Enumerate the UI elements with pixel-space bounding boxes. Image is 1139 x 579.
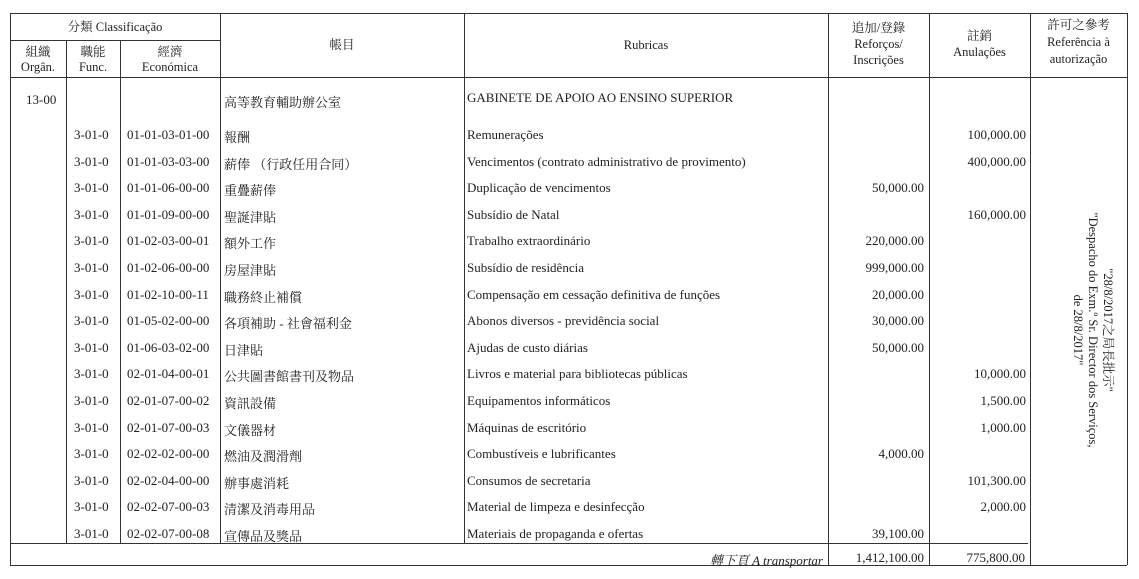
row-item-zh: 薪俸 （行政任用合同） [224, 157, 358, 172]
header-economic-pt: Económica [141, 60, 199, 74]
header-anulacao-zh: 註銷 [966, 29, 992, 43]
header-bottom-border [10, 77, 1127, 78]
header-functional-pt: Func. [78, 60, 108, 74]
row-rubric-pt: Combustíveis e lubrificantes [467, 446, 616, 461]
row-anulacao: 100,000.00 [967, 127, 1026, 142]
header-anulacao-pt: Anulações [953, 45, 1006, 59]
row-economic-code: 01-01-03-01-00 [127, 127, 210, 142]
header-economic-zh: 經濟 [157, 45, 183, 59]
row-reforco: 20,000.00 [872, 287, 924, 302]
row-rubric-pt: Material de limpeza e desinfecção [467, 499, 645, 514]
row-functional-code: 3-01-0 [74, 526, 109, 541]
row-functional-code: 3-01-0 [74, 180, 109, 195]
row-reforco: 39,100.00 [872, 526, 924, 541]
right-border [1127, 13, 1128, 565]
row-economic-code: 02-02-04-00-00 [127, 473, 210, 488]
row-economic-code: 02-02-07-00-08 [127, 526, 210, 541]
header-item: 帳目 [329, 38, 355, 52]
row-functional-code: 3-01-0 [74, 287, 109, 302]
row-economic-code: 02-01-07-00-03 [127, 420, 210, 435]
row-functional-code: 3-01-0 [74, 393, 109, 408]
classification-underline [10, 40, 220, 41]
header-authorization-zh: 許可之參考 [1047, 18, 1110, 32]
row-item-zh: 公共圖書館書刊及物品 [224, 369, 355, 384]
row-anulacao: 101,300.00 [967, 473, 1026, 488]
row-item-zh: 聖誕津貼 [224, 210, 277, 225]
row-item-zh: 辦事處消耗 [224, 476, 290, 491]
row-functional-code: 3-01-0 [74, 340, 109, 355]
row-economic-code: 01-01-06-00-00 [127, 180, 210, 195]
row-rubric-pt: Livros e material para bibliotecas públicas [467, 366, 688, 381]
authorization-line2: "Despacho do Exm.º Sr. Director dos Serviços, [1086, 212, 1100, 448]
row-economic-code: 01-06-03-02-00 [127, 340, 210, 355]
row-functional-code: 3-01-0 [74, 499, 109, 514]
row-reforco: 50,000.00 [872, 180, 924, 195]
row-functional-code: 3-01-0 [74, 233, 109, 248]
row-economic-code: 02-02-02-00-00 [127, 446, 210, 461]
row-rubric-pt: Subsídio de Natal [467, 207, 560, 222]
col-divider-item [464, 13, 465, 543]
row-anulacao: 10,000.00 [974, 366, 1026, 381]
row-functional-code: 3-01-0 [74, 127, 109, 142]
row-rubric-pt: Consumos de secretaria [467, 473, 591, 488]
footer-label: 轉下頁 A transportar [709, 553, 823, 568]
row-item-zh: 資訊設備 [224, 396, 277, 411]
col-divider-functional [120, 40, 121, 543]
row-reforco: 50,000.00 [872, 340, 924, 355]
row-functional-code: 3-01-0 [74, 366, 109, 381]
col-divider-economic [220, 13, 221, 543]
row-anulacao: 2,000.00 [980, 499, 1026, 514]
row-anulacao: 1,000.00 [980, 420, 1026, 435]
row-economic-code: 01-01-03-03-00 [127, 154, 210, 169]
header-reforco-pt1: Reforços/ [854, 37, 903, 51]
row-anulacao: 160,000.00 [967, 207, 1026, 222]
row-item-zh: 清潔及消毒用品 [224, 502, 316, 517]
row-economic-code: 01-02-06-00-00 [127, 260, 210, 275]
row-item-zh: 重疊薪俸 [224, 183, 277, 198]
row-anulacao: 400,000.00 [967, 154, 1026, 169]
row-functional-code: 3-01-0 [74, 154, 109, 169]
row-rubric-pt: Abonos diversos - previdência social [467, 313, 660, 328]
header-organic-zh: 組織 [25, 45, 51, 59]
row-functional-code: 3-01-0 [74, 473, 109, 488]
row-item-zh: 燃油及潤滑劑 [224, 449, 303, 464]
col-divider-organic [66, 40, 67, 543]
row-reforco: 999,000.00 [865, 260, 924, 275]
row-item-zh: 報酬 [224, 130, 251, 145]
footer-top-border [10, 543, 1028, 544]
row-reforco: 4,000.00 [878, 446, 924, 461]
row-item-zh: 各項補助 - 社會福利金 [224, 316, 352, 331]
header-authorization-pt2: autorização [1049, 52, 1108, 66]
row-rubric-pt: Duplicação de vencimentos [467, 180, 611, 195]
header-authorization-pt1: Referência à [1047, 35, 1110, 49]
table-top-border [10, 13, 1127, 14]
section-name-zh: 高等教育輔助辦公室 [224, 95, 342, 110]
footer-reforco-total: 1,412,100.00 [855, 550, 924, 565]
row-rubric-pt: Compensação em cessação definitiva de funções [467, 287, 721, 302]
header-classification: 分類 Classificação [67, 20, 163, 34]
header-reforco-pt2: Inscrições [853, 53, 904, 67]
footer-anulacao-total: 775,800.00 [966, 550, 1025, 565]
row-economic-code: 02-01-07-00-02 [127, 393, 210, 408]
section-name-pt: GABINETE DE APOIO AO ENSINO SUPERIOR [467, 90, 734, 105]
header-reforco-zh: 追加/登錄 [851, 21, 906, 35]
row-rubric-pt: Materiais de propaganda e ofertas [467, 526, 644, 541]
row-functional-code: 3-01-0 [74, 446, 109, 461]
row-reforco: 220,000.00 [865, 233, 924, 248]
row-item-zh: 職務終止補償 [224, 290, 303, 305]
row-item-zh: 日津貼 [224, 343, 264, 358]
row-economic-code: 01-05-02-00-00 [127, 313, 210, 328]
row-economic-code: 02-02-07-00-03 [127, 499, 210, 514]
row-rubric-pt: Ajudas de custo diárias [467, 340, 588, 355]
row-economic-code: 01-01-09-00-00 [127, 207, 210, 222]
row-rubric-pt: Trabalho extraordinário [467, 233, 591, 248]
header-functional-zh: 職能 [80, 45, 106, 59]
row-economic-code: 01-02-10-00-11 [127, 287, 209, 302]
row-economic-code: 02-01-04-00-01 [127, 366, 210, 381]
authorization-line1: "28/8/2017之局長批示" [1101, 268, 1115, 392]
row-rubric-pt: Equipamentos informáticos [467, 393, 611, 408]
row-item-zh: 額外工作 [224, 236, 277, 251]
header-organic-pt: Orgân. [20, 60, 56, 74]
row-reforco: 30,000.00 [872, 313, 924, 328]
row-item-zh: 房屋津貼 [224, 263, 277, 278]
section-organic-code: 13-00 [26, 92, 57, 107]
authorization-line3: de 28/8/2017" [1071, 294, 1085, 366]
row-rubric-pt: Remunerações [467, 127, 544, 142]
row-functional-code: 3-01-0 [74, 260, 109, 275]
row-rubric-pt: Máquinas de escritório [467, 420, 587, 435]
col-divider-anulacao [1030, 13, 1031, 565]
row-functional-code: 3-01-0 [74, 313, 109, 328]
header-rubric: Rubricas [623, 38, 669, 52]
row-rubric-pt: Subsídio de residência [467, 260, 584, 275]
row-item-zh: 文儀器材 [224, 423, 277, 438]
row-rubric-pt: Vencimentos (contrato administrativo de provimento) [467, 154, 746, 169]
row-functional-code: 3-01-0 [74, 207, 109, 222]
row-item-zh: 宣傳品及獎品 [224, 529, 303, 544]
row-economic-code: 01-02-03-00-01 [127, 233, 210, 248]
row-anulacao: 1,500.00 [980, 393, 1026, 408]
left-border [10, 13, 11, 565]
row-functional-code: 3-01-0 [74, 420, 109, 435]
